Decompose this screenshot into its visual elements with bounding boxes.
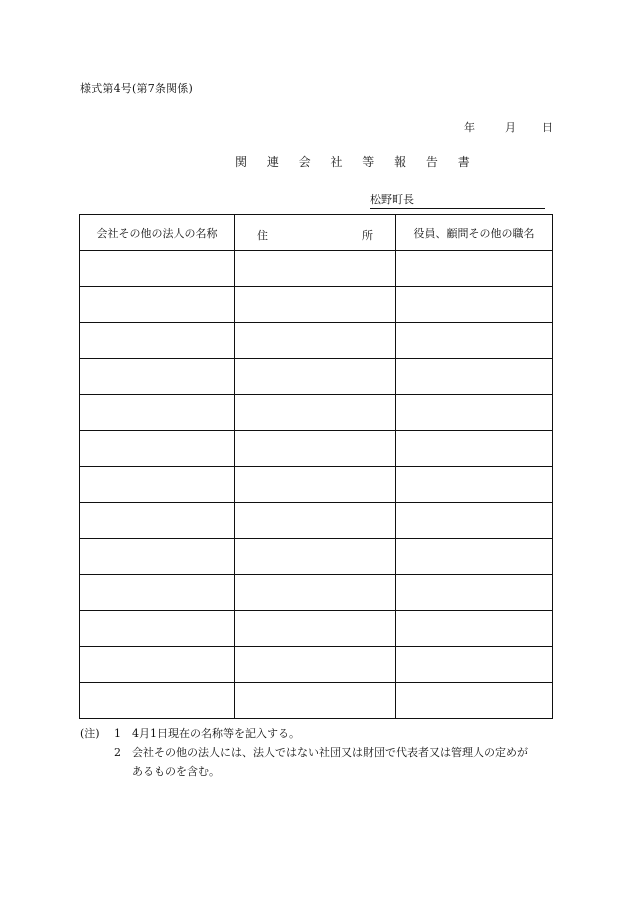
form-number: 様式第4号(第7条関係) <box>80 82 193 95</box>
date-day: 日 <box>542 121 553 134</box>
address-cell[interactable] <box>235 395 396 431</box>
address-cell[interactable] <box>235 323 396 359</box>
table-header-row <box>80 215 553 251</box>
table-row <box>80 503 553 539</box>
note-2-number: 2 <box>114 746 121 759</box>
position-cell[interactable] <box>396 503 553 539</box>
position-cell[interactable] <box>396 683 553 719</box>
position-cell[interactable] <box>396 287 553 323</box>
table-row <box>80 395 553 431</box>
note-1-text: 4月1日現在の名称等を記入する。 <box>132 727 300 740</box>
address-cell[interactable] <box>235 611 396 647</box>
company-name-cell[interactable] <box>80 467 235 503</box>
table-body <box>80 251 553 719</box>
addressee: 松野町長 <box>370 193 545 209</box>
company-name-cell[interactable] <box>80 575 235 611</box>
company-name-cell[interactable] <box>80 287 235 323</box>
table-row <box>80 467 553 503</box>
address-cell[interactable] <box>235 503 396 539</box>
table-row <box>80 647 553 683</box>
company-name-cell[interactable] <box>80 611 235 647</box>
report-table <box>79 214 553 719</box>
address-cell[interactable] <box>235 431 396 467</box>
position-cell[interactable] <box>396 539 553 575</box>
position-cell[interactable] <box>396 575 553 611</box>
notes <box>80 724 528 781</box>
table-row <box>80 611 553 647</box>
date-month: 月 <box>505 121 516 134</box>
table-row <box>80 431 553 467</box>
company-name-cell[interactable] <box>80 359 235 395</box>
header-address-part2: 所 <box>362 229 373 242</box>
company-name-cell[interactable] <box>80 683 235 719</box>
company-name-cell[interactable] <box>80 539 235 575</box>
note-1 <box>80 724 528 743</box>
notes-label: (注) <box>80 727 100 740</box>
date-line <box>464 119 553 135</box>
document-title: 関 連 会 社 等 報 告 書 <box>235 155 478 169</box>
address-cell[interactable] <box>235 467 396 503</box>
address-cell[interactable] <box>235 647 396 683</box>
address-cell[interactable] <box>235 287 396 323</box>
header-company-name: 会社その他の法人の名称 <box>80 215 235 251</box>
company-name-cell[interactable] <box>80 323 235 359</box>
position-cell[interactable] <box>396 395 553 431</box>
note-2-continuation: あるものを含む。 <box>132 765 220 778</box>
note-2-text: 会社その他の法人には、法人ではない社団又は財団で代表者又は管理人の定めが <box>132 746 528 759</box>
company-name-cell[interactable] <box>80 503 235 539</box>
header-address-part1: 住 <box>257 229 268 242</box>
company-name-cell[interactable] <box>80 395 235 431</box>
company-name-cell[interactable] <box>80 251 235 287</box>
note-1-number: 1 <box>114 727 121 740</box>
table-row <box>80 287 553 323</box>
position-cell[interactable] <box>396 647 553 683</box>
address-cell[interactable] <box>235 251 396 287</box>
address-cell[interactable] <box>235 359 396 395</box>
position-cell[interactable] <box>396 467 553 503</box>
table-row <box>80 683 553 719</box>
table-row <box>80 323 553 359</box>
header-position: 役員、顧問その他の職名 <box>396 215 553 251</box>
position-cell[interactable] <box>396 359 553 395</box>
address-cell[interactable] <box>235 539 396 575</box>
date-year: 年 <box>464 121 475 134</box>
note-2 <box>80 743 528 762</box>
company-name-cell[interactable] <box>80 647 235 683</box>
address-cell[interactable] <box>235 575 396 611</box>
position-cell[interactable] <box>396 431 553 467</box>
table-row <box>80 251 553 287</box>
position-cell[interactable] <box>396 611 553 647</box>
position-cell[interactable] <box>396 323 553 359</box>
table-row <box>80 539 553 575</box>
header-address <box>235 215 396 251</box>
company-name-cell[interactable] <box>80 431 235 467</box>
position-cell[interactable] <box>396 251 553 287</box>
table-row <box>80 575 553 611</box>
table-row <box>80 359 553 395</box>
address-cell[interactable] <box>235 683 396 719</box>
